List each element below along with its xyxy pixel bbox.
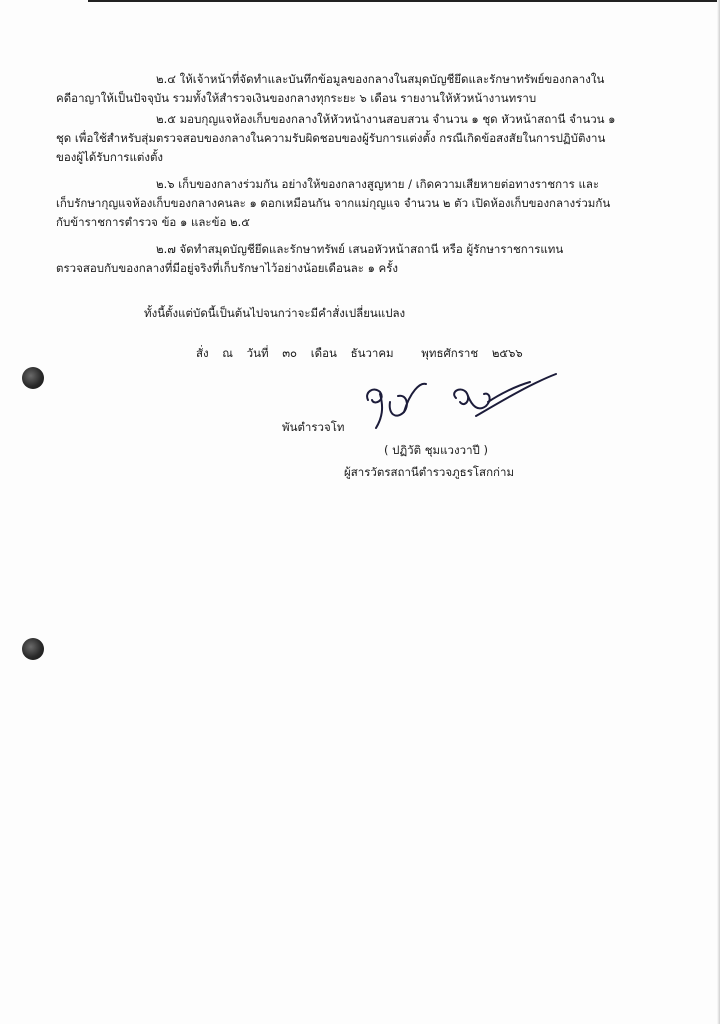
paragraph-2-7	[56, 240, 668, 278]
at-label: ณ	[222, 346, 233, 360]
signer-title: ผู้สารวัตรสถานีตำรวจภูธรโสกก่าม	[344, 465, 515, 479]
year-label: พุทธศักราช	[421, 346, 479, 360]
paragraph-line: ชุด เพื่อใช้สำหรับสุ่มตรวจสอบของกลางในความรับผิดชอบของผู้รับการแต่งตั้ง กรณีเกิดข้อสงสัยในการปฏิบัติงาน	[56, 131, 606, 145]
order-date-line	[196, 345, 533, 363]
order-body	[56, 70, 668, 286]
paragraph-line: เก็บรักษากุญแจห้องเก็บของกลางคนละ ๑ ดอกเหมือนกัน จากแม่กุญแจ จำนวน ๒ ตัว เปิดห้องเก็บของกลางร่วมกัน	[56, 196, 611, 210]
year-value: ๒๕๖๖	[491, 346, 523, 360]
paragraph-line: คดีอาญาให้เป็นปัจจุบัน รวมทั้งให้สำรวจเงินของกลางทุกระยะ ๖ เดือน รายงานให้หัวหน้างานทราบ	[56, 91, 537, 105]
paragraph-2-5	[56, 110, 668, 167]
scan-edge-line	[88, 0, 720, 2]
punch-hole-icon	[22, 367, 44, 389]
punch-hole-icon	[22, 638, 44, 660]
handwritten-signature-icon	[360, 372, 560, 440]
signer-rank: พันตำรวจโท	[282, 420, 345, 434]
paragraph-2-6	[56, 175, 668, 232]
paragraph-line: ของผู้ได้รับการแต่งตั้ง	[56, 150, 164, 164]
paragraph-line: ๒.๗ จัดทำสมุดบัญชียึดและรักษาทรัพย์ เสนอหัวหน้าสถานี หรือ ผู้รักษาราชการแทน	[156, 242, 564, 256]
paragraph-2-4	[56, 70, 668, 108]
paragraph-line: ๒.๖ เก็บของกลางร่วมกัน อย่างให้ของกลางสูญหาย / เกิดความเสียหายต่อทางราชการ และ	[156, 177, 600, 191]
closing-statement: ทั้งนี้ตั้งแต่บัดนี้เป็นต้นไปจนกว่าจะมีคำสั่งเปลี่ยนแปลง	[144, 306, 406, 320]
day-value: ๓๐	[282, 346, 298, 360]
order-label: สั่ง	[196, 346, 209, 360]
month-value: ธันวาคม	[350, 346, 394, 360]
paragraph-line: ตรวจสอบกับของกลางที่มีอยู่จริงที่เก็บรักษาไว้อย่างน้อยเดือนละ ๑ ครั้ง	[56, 261, 399, 275]
month-label: เดือน	[310, 346, 337, 360]
day-label: วันที่	[246, 346, 269, 360]
paragraph-line: ๒.๔ ให้เจ้าหน้าที่จัดทำและบันทึกข้อมูลของกลางในสมุดบัญชียึดและรักษาทรัพย์ของกลางใน	[156, 72, 605, 86]
paragraph-line: กับข้าราชการตำรวจ ข้อ ๑ และข้อ ๒.๕	[56, 215, 250, 229]
paragraph-line: ๒.๕ มอบกุญแจห้องเก็บของกลางให้หัวหน้างานสอบสวน จำนวน ๑ ชุด หัวหน้าสถานี จำนวน ๑	[156, 112, 616, 126]
signer-name: ( ปฏิวัติ ชุมแวงวาปี )	[384, 443, 488, 457]
